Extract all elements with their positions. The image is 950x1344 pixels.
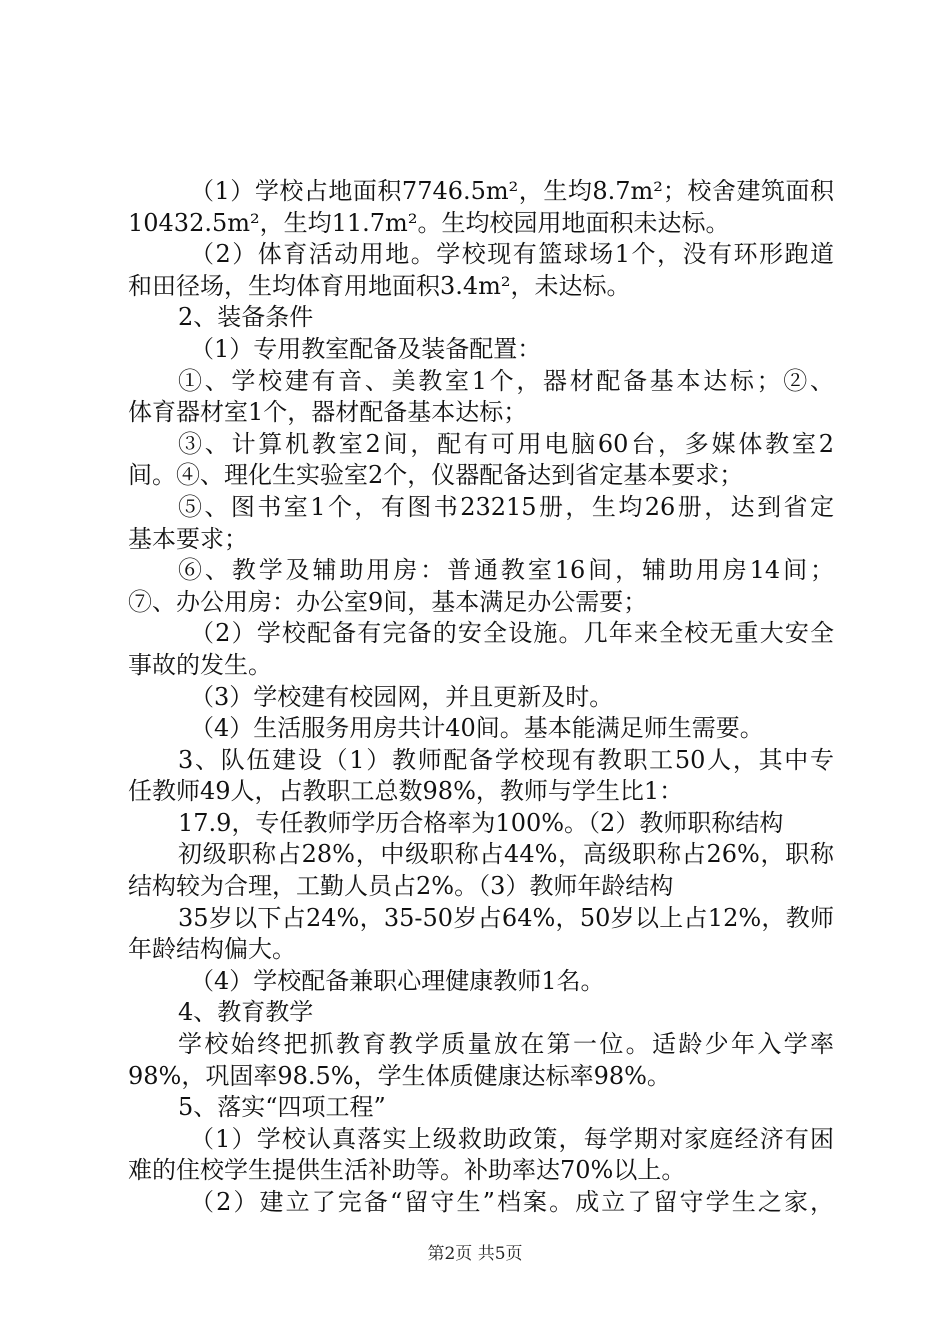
text-line: （1）专用教室配备及装备配置： — [190, 334, 542, 363]
text-line: 5、落实“四项工程” — [178, 1093, 386, 1122]
text-line: （1）学校认真落实上级救助政策，每学期对家庭经济有困 — [190, 1124, 834, 1153]
text-line: 17.9，专任教师学历合格率为100%。（2）教师职称结构 — [178, 808, 784, 837]
text-line: 98%，巩固率98.5%，学生体质健康达标率98%。 — [128, 1061, 671, 1090]
text-line: （2）学校配备有完备的安全设施。几年来全校无重大安全 — [190, 619, 834, 648]
text-line: 初级职称占28%，中级职称占44%，高级职称占26%，职称 — [178, 840, 834, 869]
page-footer: 第2页 共5页 — [427, 1244, 523, 1264]
text-line: 体育器材室1个，器材配备基本达标； — [128, 398, 528, 427]
text-line: 35岁以下占24%，35-50岁占64%，50岁以上占12%，教师 — [178, 903, 834, 932]
text-line: （2）建立了完备“留守生”档案。成立了留守学生之家， — [190, 1188, 834, 1216]
text-line: （4）学校配备兼职心理健康教师1名。 — [190, 966, 605, 995]
text-line: 10432.5m²，生均11.7m²。生均校园用地面积未达标。 — [128, 208, 730, 237]
text-line: ⑤、图书室1个，有图书23215册，生均26册，达到省定 — [178, 492, 834, 521]
text-line: ③、计算机教室2间，配有可用电脑60台，多媒体教室2 — [178, 429, 834, 458]
text-line: 2、装备条件 — [178, 303, 314, 332]
text-line: （2）体育活动用地。学校现有篮球场1个，没有环形跑道 — [190, 240, 834, 269]
text-line: 基本要求； — [128, 524, 248, 553]
text-line: 和田径场，生均体育用地面积3.4m²，未达标。 — [128, 271, 631, 300]
text-line: 结构较为合理，工勤人员占2%。（3）教师年龄结构 — [128, 872, 674, 901]
text-line: 3、队伍建设（1）教师配备学校现有教职工50人，其中专 — [178, 745, 834, 774]
text-line: 间。④、理化生实验室2个，仪器配备达到省定基本要求； — [128, 461, 744, 490]
text-line: ⑥、教学及辅助用房：普通教室16间，辅助用房14间； — [178, 556, 834, 585]
text-line: 难的住校学生提供生活补助等。补助率达70%以上。 — [128, 1156, 686, 1185]
text-line: （3）学校建有校园网，并且更新及时。 — [190, 682, 614, 711]
text-line: 学校始终把抓教育教学质量放在第一位。适龄少年入学率 — [178, 1030, 834, 1059]
text-line: 任教师49人，占教职工总数98%，教师与学生比1： — [128, 777, 684, 806]
text-line: 年龄结构偏大。 — [128, 935, 296, 964]
text-line: ⑦、办公用房：办公室9间，基本满足办公需要； — [128, 587, 648, 616]
text-line: ①、学校建有音、美教室1个，器材配备基本达标；②、 — [178, 366, 834, 395]
document-body — [128, 176, 834, 1219]
text-line: 4、教育教学 — [178, 998, 314, 1027]
text-line: （1）学校占地面积7746.5m²，生均8.7m²；校舍建筑面积 — [190, 177, 834, 205]
text-line: （4）生活服务用房共计40间。基本能满足师生需要。 — [190, 714, 764, 743]
text-line: 事故的发生。 — [128, 650, 272, 679]
